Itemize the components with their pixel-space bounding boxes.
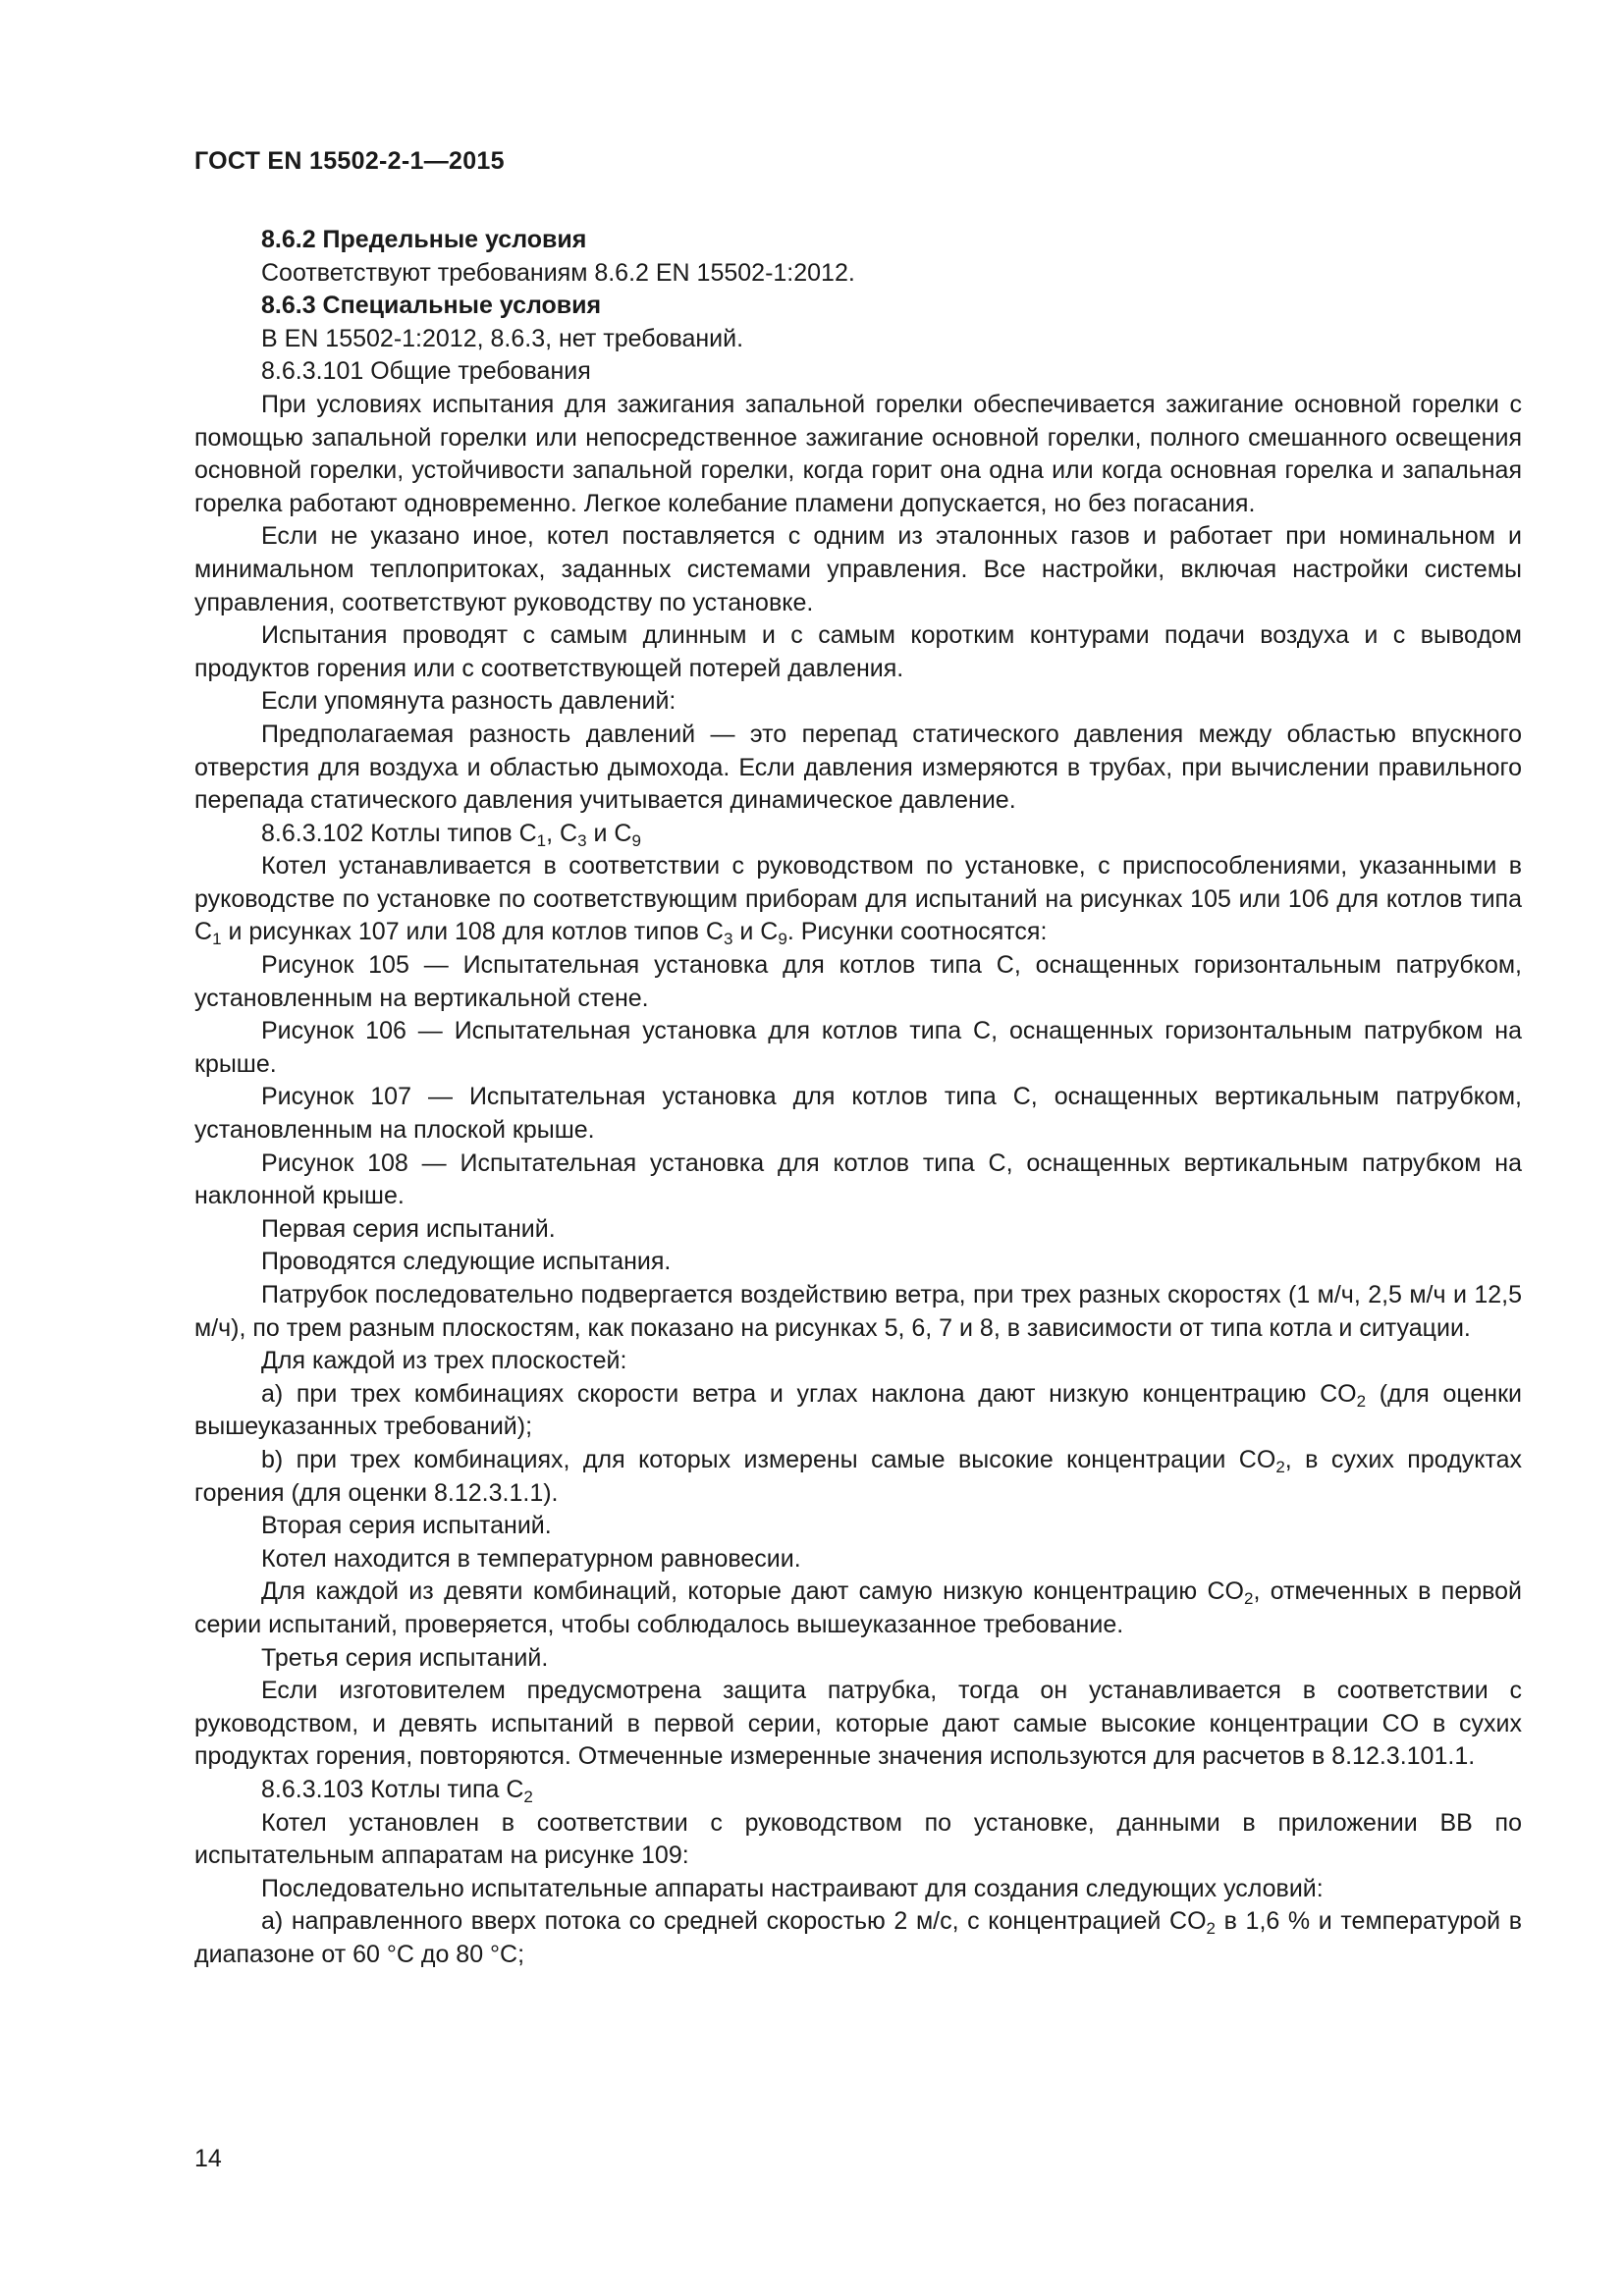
page-number: 14 [194,2145,222,2172]
text-run: , в сухих продуктах горения (для оценки 8.12.3.1.1). [194,1445,1522,1507]
paragraph: Если изготовителем предусмотрена защита патрубка, тогда он устанавливается в соответствии с руководством, и девять испытаний в первой серии, которые дают самые высокие концентрации CO в сухих продуктах горения, повторяются. Отмеченные измеренные значения используются для расчетов в 8.12.3.101.1. [194,1677,1522,1771]
subscript: 2 [1275,1457,1285,1476]
text-run: a) направленного вверх потока со средней скоростью 2 м/с, с концентрацией CO [261,1907,1207,1936]
paragraph: Рисунок 105 — Испытательная установка для котлов типа С, оснащенных горизонтальным патрубком, установленным на вертикальной стене. [194,951,1522,1012]
paragraph [194,850,1522,949]
paragraph: Для каждой из трех плоскостей: [261,1347,627,1375]
text-run: , С [546,819,578,847]
subscript: 3 [723,930,733,949]
document-header: ГОСТ EN 15502-2-1—2015 [194,147,505,175]
list-item [194,1378,1522,1444]
text-run: a) при трех комбинациях скорости ветра и углах наклона дают низкую концентрацию CO [261,1379,1357,1408]
paragraph: Третья серия испытаний. [261,1643,549,1672]
text-run: b) при трех комбинациях, для которых измерены самые высокие концентрации CO [261,1445,1276,1473]
paragraph: Последовательно испытательные аппараты настраивают для создания следующих условий: [261,1874,1324,1902]
text-run: 8.6.3.103 Котлы типа С [261,1775,524,1803]
paragraph: Рисунок 106 — Испытательная установка для котлов типа С, оснащенных горизонтальным патрубком на крыше. [194,1017,1522,1078]
paragraph: Рисунок 108 — Испытательная установка для котлов типа С, оснащенных вертикальным патрубком на наклонной крыше. [194,1148,1522,1210]
subsection-heading [194,1774,1522,1807]
paragraph: Если упомянута разность давлений: [261,687,677,716]
list-item [194,1905,1522,1971]
subscript: 1 [536,830,547,850]
paragraph: Котел установлен в соответствии с руководством по установке, данными в приложении ВВ по испытательным аппаратам на рисунке 109: [194,1808,1522,1870]
paragraph: Вторая серия испытаний. [261,1512,552,1540]
subscript: 9 [631,830,641,850]
paragraph: Котел находится в температурном равновесии. [261,1544,801,1573]
text-run: и С [732,918,779,946]
paragraph: Предполагаемая разность давлений — это перепад статического давления между областью впускного отверстия для воздуха и областью дымохода. Если давления измеряются в трубах, при вычислении правильного перепада статического давления учитывается динамическое давление. [194,720,1522,815]
subsection-heading [194,818,1522,851]
section-heading: 8.6.2 Предельные условия [261,226,587,253]
document-body [194,224,1522,1971]
paragraph: В EN 15502-1:2012, 8.6.3, нет требований. [261,324,744,352]
paragraph: Патрубок последовательно подвергается воздействию ветра, при трех разных скоростях (1 м/ч, 2,5 м/ч и 12,5 м/ч), по трем разным плоскостям, как показано на рисунках 5, 6, 7 и 8, в зависимости от типа котла и ситуации. [194,1281,1522,1342]
paragraph: Соответствуют требованиям 8.6.2 EN 15502-1:2012. [261,258,855,287]
subscript: 2 [1356,1391,1367,1411]
text-run: Котел устанавливается в соответствии с руководством по установке, с приспособлениями, указанными в руководстве по установке по соответствующим приборам для испытаний на рисунках 105 или 106 для котлов типа С [194,852,1522,946]
paragraph: Рисунок 107 — Испытательная установка для котлов типа С, оснащенных вертикальным патрубком, установленным на плоской крыше. [194,1083,1522,1145]
subsection-heading: 8.6.3.101 Общие требования [261,357,591,386]
list-item [194,1444,1522,1510]
text-run: и рисунках 107 или 108 для котлов типов С [221,918,724,946]
subscript: 2 [1243,1589,1254,1609]
paragraph [194,1575,1522,1641]
paragraph: Первая серия испытаний. [261,1214,556,1243]
text-run: 8.6.3.102 Котлы типов С [261,819,537,847]
text-run: (для оценки вышеуказанных требований); [194,1379,1523,1441]
subscript: 9 [778,930,787,949]
paragraph: При условиях испытания для зажигания запальной горелки обеспечивается зажигание основной горелки с помощью запальной горелки или непосредственное зажигание основной горелки, полного смешанного освещения основной горелки, устойчивости запальной горелки, когда горит она одна или когда основная горелка и запальная горелка работают одновременно. Легкое колебание пламени допускается, но без погасания. [194,390,1522,517]
subscript: 2 [1206,1919,1216,1939]
subscript: 1 [212,930,222,949]
text-run: , отмеченных в первой серии испытаний, проверяется, чтобы соблюдалось вышеуказанное требование. [194,1577,1522,1638]
text-run: . Рисунки соотносятся: [786,918,1048,946]
paragraph: Испытания проводят с самым длинным и с самым коротким контурами подачи воздуха и с выводом продуктов горения или с соответствующей потерей давления. [194,621,1522,682]
subscript: 2 [523,1787,533,1806]
text-run: и С [586,819,632,847]
text-run: Для каждой из девяти комбинаций, которые дают самую низкую концентрацию CO [261,1577,1244,1606]
paragraph: Проводятся следующие испытания. [261,1248,672,1276]
subscript: 3 [577,830,587,850]
text-run: в 1,6 % и температурой в диапазоне от 60 °С до 80 °С; [194,1907,1522,1968]
section-heading: 8.6.3 Специальные условия [261,292,602,320]
paragraph: Если не указано иное, котел поставляется с одним из эталонных газов и работает при номинальном и минимальном теплопритоках, заданных системами управления. Все настройки, включая настройки системы управления, соответствуют руководству по установке. [194,522,1522,616]
